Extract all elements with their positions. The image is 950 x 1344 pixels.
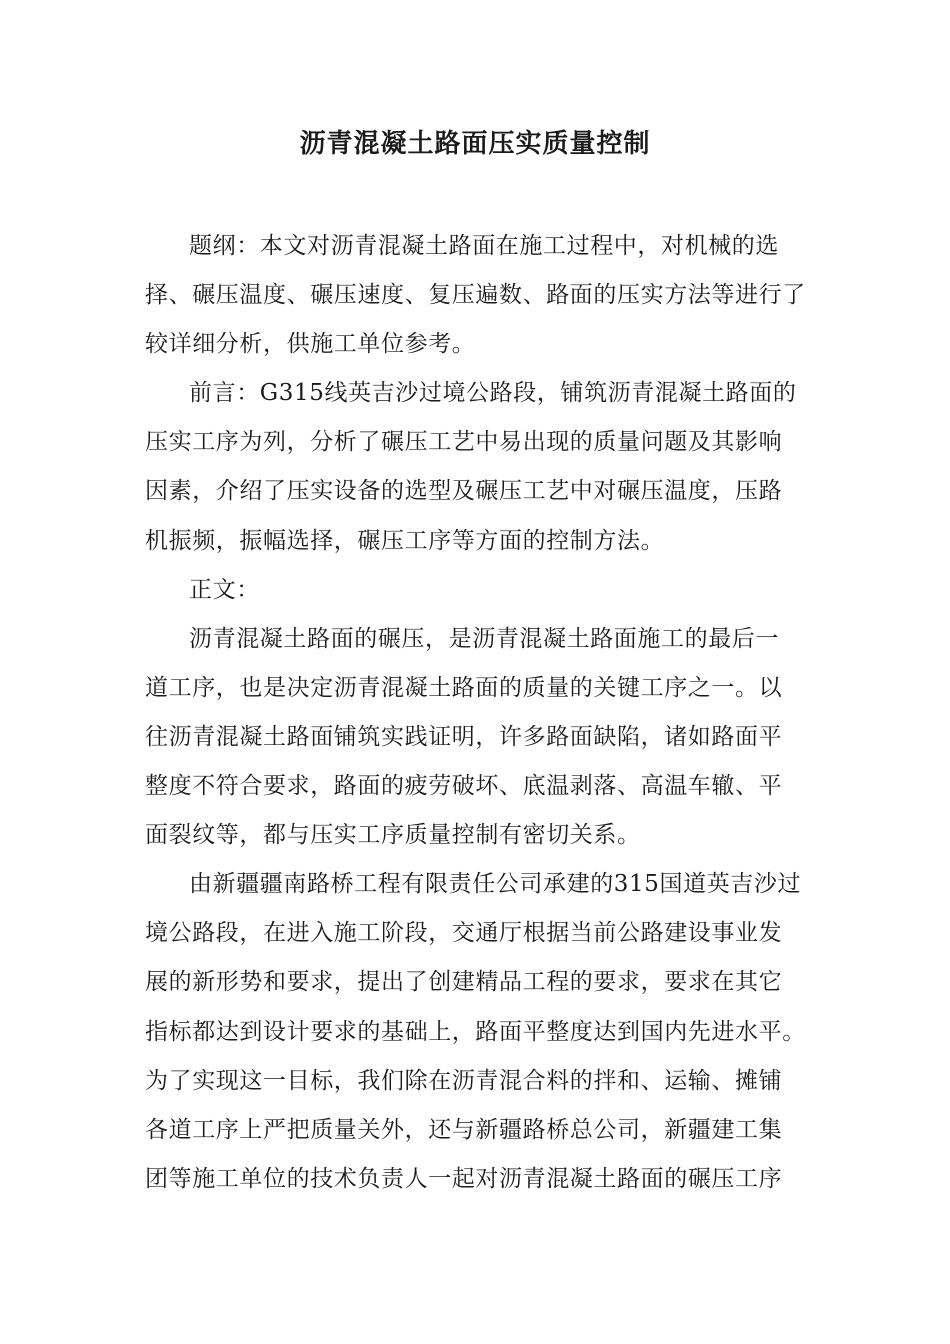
text-line: 前言：G315线英吉沙过境公路段，铺筑沥青混凝土路面的 <box>189 380 797 407</box>
text-line: 机振频，振幅选择，碾压工序等方面的控制方法。 <box>145 527 665 554</box>
text-line: 往沥青混凝土路面铺筑实践证明，许多路面缺陷，诸如路面平 <box>145 723 783 750</box>
document-title: 沥青混凝土路面压实质量控制 <box>299 129 651 159</box>
text-line: 境公路段，在进入施工阶段，交通厅根据当前公路建设事业发 <box>145 920 783 947</box>
text-line: 整度不符合要求，路面的疲劳破坏、底温剥落、高温车辙、平 <box>145 773 783 800</box>
text-line: 指标都达到设计要求的基础上，路面平整度达到国内先进水平。 <box>145 1018 806 1045</box>
text-line: 展的新形势和要求，提出了创建精品工程的要求，要求在其它 <box>145 969 783 996</box>
text-line: 团等施工单位的技术负责人一起对沥青混凝土路面的碾压工序 <box>145 1165 783 1192</box>
text-line: 由新疆疆南路桥工程有限责任公司承建的315国道英吉沙过 <box>189 871 802 898</box>
text-line: 正文： <box>189 576 260 603</box>
text-line: 择、碾压温度、碾压速度、复压遍数、路面的压实方法等进行了 <box>145 282 806 309</box>
text-line: 沥青混凝土路面的碾压，是沥青混凝土路面施工的最后一 <box>189 625 779 652</box>
text-line: 道工序，也是决定沥青混凝土路面的质量的关键工序之一。以 <box>145 674 783 701</box>
text-line: 较详细分析，供施工单位参考。 <box>145 331 476 358</box>
text-line: 因素，介绍了压实设备的选型及碾压工艺中对碾压温度，压路 <box>145 478 783 505</box>
text-line: 题纲：本文对沥青混凝土路面在施工过程中，对机械的选 <box>189 233 779 259</box>
document-body <box>145 228 815 1210</box>
text-line: 面裂纹等，都与压实工序质量控制有密切关系。 <box>145 822 641 849</box>
text-line: 压实工序为列，分析了碾压工艺中易出现的质量问题及其影响 <box>145 429 783 456</box>
text-line: 为了实现这一目标，我们除在沥青混合料的拌和、运输、摊铺 <box>145 1067 783 1094</box>
text-line: 各道工序上严把质量关外，还与新疆路桥总公司，新疆建工集 <box>145 1116 783 1143</box>
